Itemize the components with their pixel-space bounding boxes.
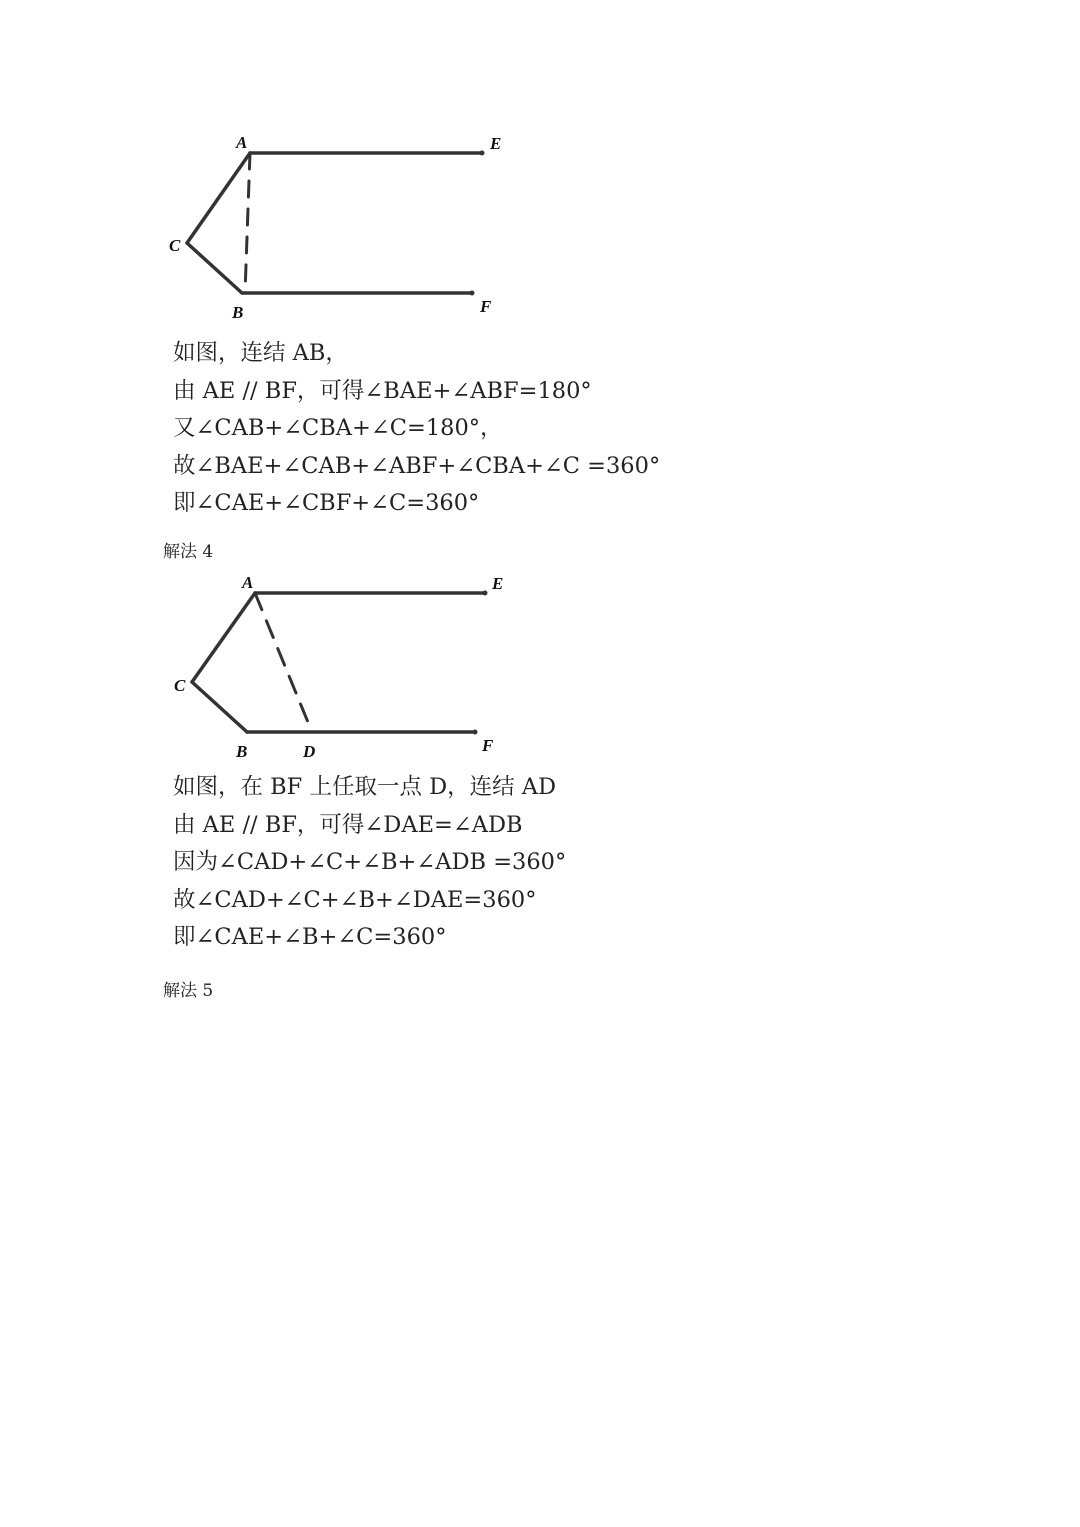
heading-solution-5: 解法 5 [163, 981, 214, 1001]
label-F: F [482, 736, 494, 755]
proof-1 [173, 335, 660, 523]
proof-line: 故∠CAD+∠C+∠B+∠DAE=360° [173, 886, 537, 913]
proof-line: 由 AE // BF，可得∠DAE=∠ADB [173, 811, 523, 838]
label-F: F [480, 297, 492, 316]
segment-AC [187, 153, 250, 243]
proof-line: 因为∠CAD+∠C+∠B+∠ADB =360° [173, 849, 567, 875]
proof-line: 由 AE // BF，可得∠BAE+∠ABF=180° [173, 377, 592, 404]
figure-2 [150, 565, 550, 765]
figure-1-diagram [150, 125, 550, 325]
segment-AC [192, 593, 255, 682]
label-E: E [492, 574, 504, 593]
label-C: C [169, 236, 181, 255]
proof-2 [173, 769, 566, 957]
heading-solution-4: 解法 4 [163, 542, 214, 562]
segment-CB [192, 682, 247, 732]
label-B: B [236, 742, 248, 761]
label-A: A [242, 573, 254, 592]
label-B: B [232, 303, 244, 322]
proof-line: 即∠CAE+∠B+∠C=360° [173, 924, 447, 950]
label-D: D [303, 742, 316, 761]
proof-line: 如图，连结 AB， [173, 340, 348, 366]
segment-AD-dashed [255, 593, 312, 732]
segment-AB-dashed [245, 153, 250, 293]
label-E: E [490, 134, 502, 153]
figure-1 [150, 125, 550, 325]
label-C: C [174, 676, 186, 695]
figure-2-diagram [150, 565, 550, 765]
proof-line: 即∠CAE+∠CBF+∠C=360° [173, 490, 480, 516]
proof-line: 又∠CAB+∠CBA+∠C=180°， [173, 415, 503, 441]
proof-line: 故∠BAE+∠CAB+∠ABF+∠CBA+∠C =360° [173, 452, 661, 479]
label-A: A [236, 133, 248, 152]
proof-line: 如图，在 BF 上任取一点 D，连结 AD [173, 774, 557, 800]
segment-CB [187, 243, 242, 293]
